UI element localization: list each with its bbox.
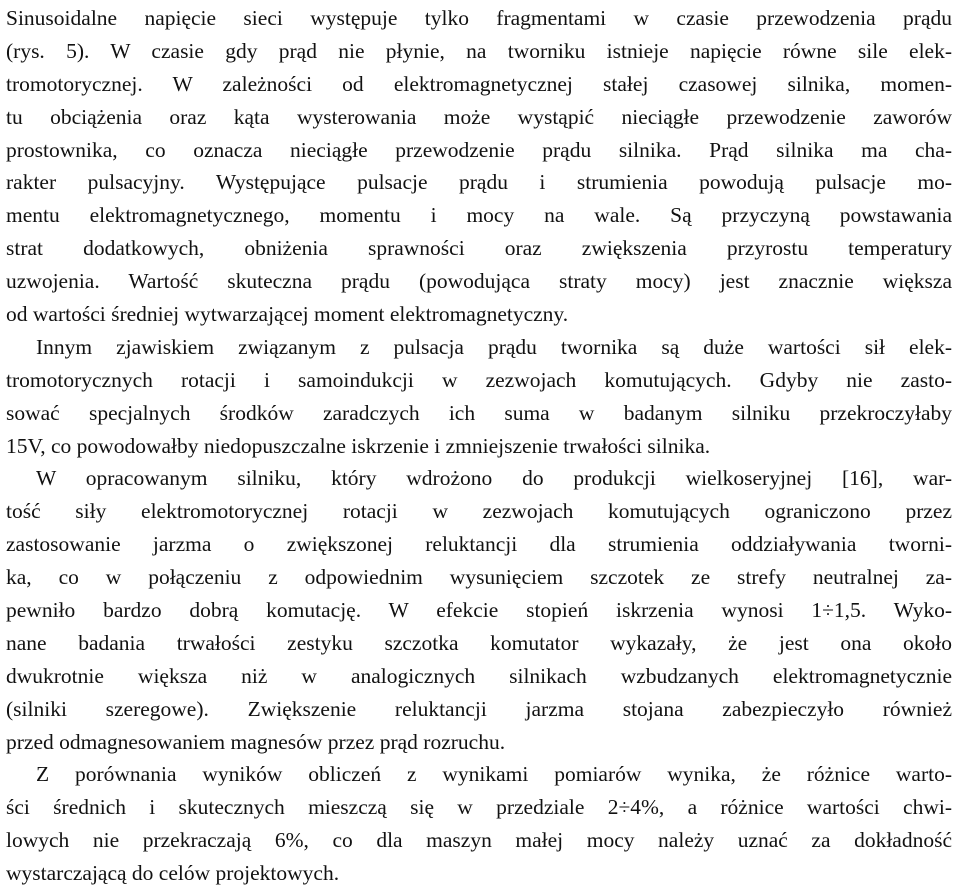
text-line: strat dodatkowych, obniżenia sprawności oraz zwiększenia przyrostu temperatury [6, 236, 952, 261]
text-line: rakter pulsacyjny. Występujące pulsacje prądu i strumienia powodują pulsacje mo- [6, 170, 952, 195]
paragraph-4 [6, 758, 952, 890]
text-line: (rys. 5). W czasie gdy prąd nie płynie, na tworniku istnieje napięcie równe sile elek- [6, 38, 952, 63]
text-line: sować specjalnych środków zaradczych ich suma w badanym silniku przekroczyłaby [6, 400, 952, 425]
text-line: wystarczającą do celów projektowych. [6, 861, 340, 886]
text-line: Innym zjawiskiem związanym z pulsacja prądu twornika są duże wartości sił elek- [36, 334, 952, 359]
text-line: zastosowanie jarzma o zwiększonej reluktancji dla strumienia oddziaływania tworni- [6, 532, 952, 557]
paragraph-3 [6, 462, 952, 758]
text-line: pewniło bardzo dobrą komutację. W efekcie stopień iskrzenia wynosi 1÷1,5. Wyko- [6, 598, 952, 623]
text-line: tu obciążenia oraz kąta wysterowania może wystąpić nieciągłe przewodzenie zaworów [6, 104, 952, 129]
paragraph-1 [6, 2, 952, 331]
text-line: tromotorycznej. W zależności od elektromagnetycznej stałej czasowej silnika, momen- [6, 71, 952, 96]
text-line: dwukrotnie większa niż w analogicznych silnikach wzbudzanych elektromagnetycznie [6, 663, 952, 688]
text-line: od wartości średniej wytwarzającej moment elektromagnetyczny. [6, 302, 569, 327]
text-line: 15V, co powodowałby niedopuszczalne iskrzenie i zmniejszenie trwałości silnika. [6, 433, 711, 458]
text-line: W opracowanym silniku, który wdrożono do produkcji wielkoseryjnej [16], war- [36, 466, 952, 491]
text-line: przed odmagnesowaniem magnesów przez prąd rozruchu. [6, 729, 506, 754]
text-line: mentu elektromagnetycznego, momentu i mocy na wale. Są przyczyną powstawania [6, 203, 952, 228]
text-line: uzwojenia. Wartość skuteczna prądu (powodująca straty mocy) jest znacznie większa [6, 269, 952, 294]
text-line: ści średnich i skutecznych mieszczą się w przedziale 2÷4%, a różnice wartości chwi- [6, 795, 952, 820]
text-line: Sinusoidalne napięcie sieci występuje tylko fragmentami w czasie przewodzenia prądu [6, 6, 952, 30]
text-line: (silniki szeregowe). Zwiększenie reluktancji jarzma stojana zabezpieczyło również [6, 696, 952, 721]
text-line: nane badania trwałości zestyku szczotka komutator wykazały, że jest ona około [6, 630, 952, 655]
text-line: ka, co w połączeniu z odpowiednim wysunięciem szczotek ze strefy neutralnej za- [6, 565, 952, 590]
paragraph-2 [6, 331, 952, 463]
text-line: tość siły elektromotorycznej rotacji w zezwojach komutujących ograniczono przez [6, 499, 952, 524]
text-line: prostownika, co oznacza nieciągłe przewodzenie prądu silnika. Prąd silnika ma cha- [6, 137, 952, 162]
text-line: tromotorycznych rotacji i samoindukcji w zezwojach komutujących. Gdyby nie zasto- [6, 367, 952, 392]
text-line: lowych nie przekraczają 6%, co dla maszyn małej mocy należy uznać za dokładność [6, 828, 952, 853]
text-line: Z porównania wyników obliczeń z wynikami pomiarów wynika, że różnice warto- [36, 762, 952, 787]
